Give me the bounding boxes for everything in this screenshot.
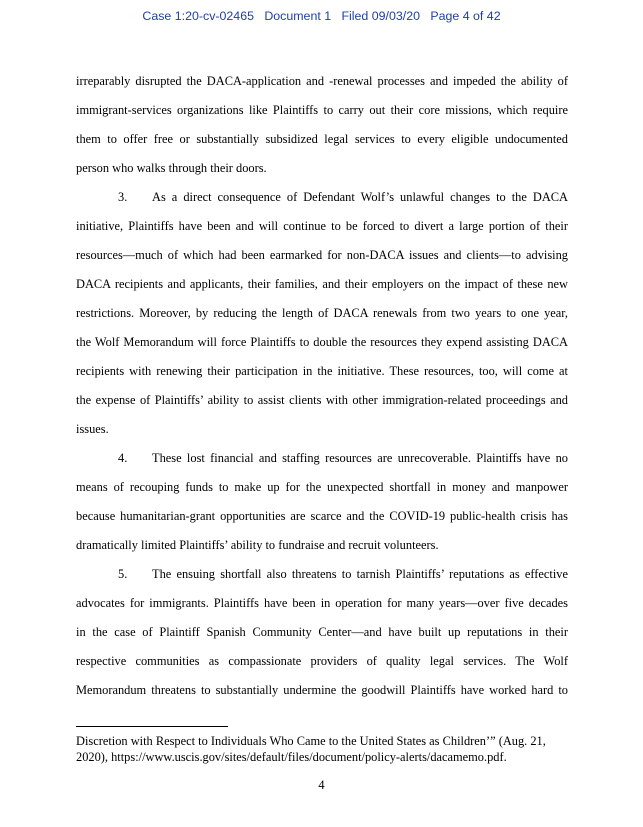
document-number: Document 1 — [264, 9, 332, 23]
text-line: dramatically limited Plaintiffs’ ability to fundraise and recruit volunteers. — [76, 538, 439, 552]
text-line: issues. — [76, 422, 109, 436]
page-of-total: Page 4 of 42 — [430, 9, 501, 23]
text-line: These lost financial and staffing resources are unrecoverable. Plaintiffs have no — [152, 451, 568, 465]
paragraph-number: 4. — [118, 451, 128, 465]
text-line: recipients with renewing their participation in the initiative. These resources, too, will come at — [76, 364, 568, 378]
text-line-first — [76, 183, 568, 212]
text-line: advocates for immigrants. Plaintiffs have been in operation for many years—over five decades — [76, 596, 568, 610]
paragraph-3 — [76, 183, 568, 444]
footnote-line: 2020), https://www.uscis.gov/sites/default/files/document/policy-alerts/dacamemo.pdf. — [76, 750, 507, 764]
filed-date: Filed 09/03/20 — [341, 9, 420, 23]
text-line: initiative, Plaintiffs have been and will continue to be forced to divert a large portion of their — [76, 219, 568, 233]
text-line-first — [76, 560, 568, 589]
text-line: resources—much of which had been earmarked for non-DACA issues and clients—to advising — [76, 248, 568, 262]
text-line: the Wolf Memorandum will force Plaintiffs to double the resources they expend assisting DACA — [76, 335, 568, 349]
paragraph-5 — [76, 560, 568, 705]
text-line: because humanitarian-grant opportunities are scarce and the COVID-19 public-health crisis has — [76, 509, 568, 523]
text-line: The ensuing shortfall also threatens to tarnish Plaintiffs’ reputations as effective — [152, 567, 568, 581]
case-number: Case 1:20-cv-02465 — [142, 9, 254, 23]
paragraph-4 — [76, 444, 568, 560]
case-header — [0, 9, 643, 23]
text-line: the expense of Plaintiffs’ ability to assist clients with other immigration-related proceedings and — [76, 393, 568, 407]
text-line: means of recouping funds to make up for the unexpected shortfall in money and manpower — [76, 480, 568, 494]
text-line: respective communities as compassionate providers of quality legal services. The Wolf — [76, 654, 568, 668]
text-line: DACA recipients and applicants, their families, and their employers on the impact of these new — [76, 277, 568, 291]
text-line: Memorandum threatens to substantially undermine the goodwill Plaintiffs have worked hard to — [76, 683, 568, 697]
text-line: As a direct consequence of Defendant Wolf’s unlawful changes to the DACA — [152, 190, 568, 204]
footnote — [76, 733, 568, 765]
text-line: person who walks through their doors. — [76, 161, 267, 175]
text-line: immigrant-services organizations like Plaintiffs to carry out their core missions, which require — [76, 103, 568, 117]
text-line-first — [76, 444, 568, 473]
footnote-line: Discretion with Respect to Individuals Who Came to the United States as Children’” (Aug. 21, — [76, 734, 546, 748]
paragraph-number: 5. — [118, 567, 128, 581]
paragraph-continued — [76, 67, 568, 183]
page-number: 4 — [318, 778, 325, 792]
text-line: them to offer free or substantially subsidized legal services to every eligible undocumented — [76, 132, 568, 146]
text-line: restrictions. Moreover, by reducing the length of DACA renewals from two years to one year, — [76, 306, 568, 320]
text-line: in the case of Plaintiff Spanish Community Center—and have built up reputations in their — [76, 625, 568, 639]
paragraph-number: 3. — [118, 190, 128, 204]
body-text — [76, 67, 568, 705]
text-line: irreparably disrupted the DACA-application and -renewal processes and impeded the ability of — [76, 74, 568, 88]
footnote-divider — [76, 726, 228, 727]
